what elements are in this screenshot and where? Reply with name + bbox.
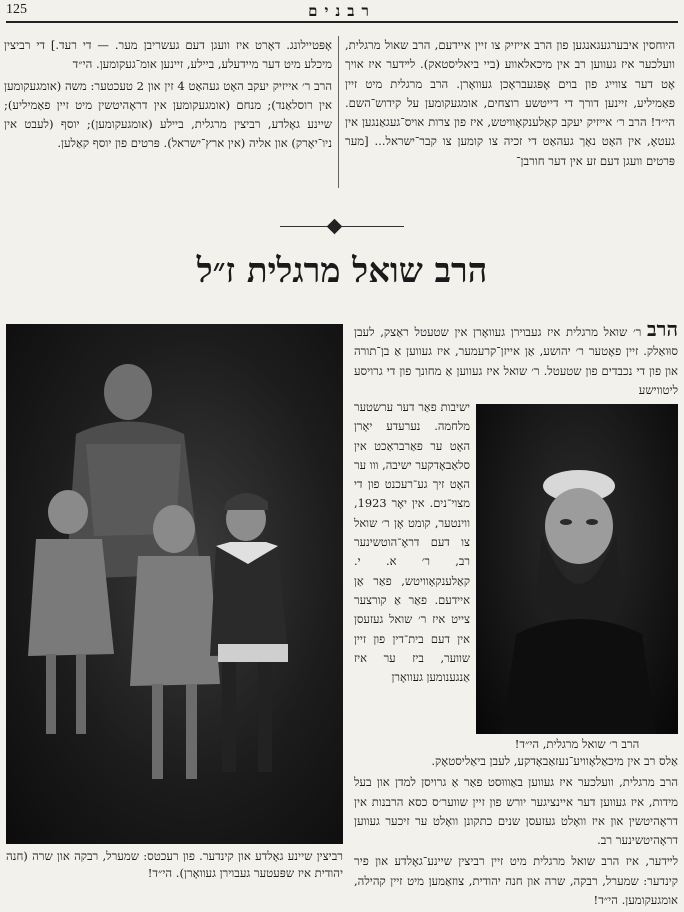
article-narrow-column: ישיבות פאַר דער ערשטער מלחמה. נערעדע יאָרן האָט ער פאַרבראַכט אין סלאַבאָדקער ישיבה, ווו ער האָט זיך גע־רעכנט פון די מצוי־נים. אין יאָר 1923, ווינטער, קומט אָן ר׳ שואל צו דעם דראָ־הוטשינער רב, ר׳ א. י. קאַלענקאָוויטש, פאַר אַן איידעם. פאַר אַ קורצער צייט איז ר׳ שואל געזעסן אין דעם בית־דין פון זיין שווער, ביז ער איז אַנגענומען געוואָרן	[354, 400, 470, 685]
rabbi-portrait-image	[476, 404, 678, 734]
ornament-line-right	[340, 226, 404, 227]
header-rule	[6, 21, 678, 23]
column-divider	[338, 36, 339, 188]
running-head: רבנים	[308, 2, 376, 20]
section-title: הרב שואל מרגלית ז״ל	[196, 251, 488, 291]
article-opening-text: ר׳ שואל מרגלית איז געבוירן געוואָרן אין שטעטל ראַצק, לעבן סוּואַלק. זיין פאָטער ר׳ יהושע, אַן אייזן־קרעמער, איז געווען אַ בן־תורה און פון די נכבדים פון שטעטל. ר׳ שואל איז געווען אַ מחונך פון די גרויסע ליטווישע	[354, 325, 678, 397]
family-photo-caption: רביצין שיינע גאָלדע און קינדער. פון רעכטס: שמערל, רבקה און שרה (חנה יהודית איז שפּעטער געבוירן געוואָרן). הי״ד!	[6, 849, 343, 880]
lead-word: הרב	[647, 317, 679, 341]
ornament-line-left	[280, 226, 330, 227]
top-left-column	[4, 36, 332, 156]
article-opening	[354, 317, 679, 400]
top-right-column: היוחסין איבערגעגאנגען פון הרב אייזיק צו זיין איידעם, הרב שאול מרגלית, וועלכער איז געווען רב אין מיכאלאווע (ביי ביאליסטאק). לײדער איז אויך אָט דער צווייג פון בוים אָפּגעבראָכן געוואָרן. הרב מרגלית מיט זיין פאַמיליע, זיינען דורך די דייטשע רוצחים, אומגעקומען על קידוש־השם. הי״ד! הרב ר׳ אייזיק יעקב קאַלענקאָוויטש, איז פון צרות אויס־געגאַנגען אין געטאָ, אין האָט נאָך געהאַט די זכיה צו קומען צו קבר־ישראל... [מער פּרטים וועגן דעם זע אין דער חורבן־	[345, 38, 675, 168]
family-photo	[6, 324, 343, 844]
top-left-paragraph-1: אָפּטיילונג. דאָרט איז וועגן דעם געשריבן מער. — די רעד.] די רביצין מיכלע מיט דער מיידעלע, ביילע, זיינען אומ־געקומען. הי״ד	[4, 38, 332, 72]
article-paragraph-1: אַלס רב אין מיכאַלאָוויע־נעזאַבאָדקע, לעבן ביאַליסטאָק.	[431, 754, 678, 768]
article-continuation	[354, 752, 678, 912]
rabbi-portrait-photo	[476, 404, 678, 734]
article-paragraph-3: לײדער, איז הרב שואל מרגלית מיט זיין רביצין שיינע־גאָלדע און פיר קינדער: שמערל, רבקה, שרה און חנה יהודית, צוזאַמען מיט זיין קהילה, אומגעקומען. הי״ד!	[354, 854, 678, 908]
family-photo-image	[6, 324, 343, 844]
rabbi-portrait-caption: הרב ר׳ שואל מרגלית, הי״ד!	[514, 737, 640, 751]
page-number: 125	[6, 2, 27, 17]
article-paragraph-2: הרב מרגלית, וועלכער איז געווען באַוווּסט פאַר אַ גרויסן למדן און בעל מידות, איז געווען דער איינציגער יורש פון זיין שווער׳ס כסא הרבנות אין דראָהיטשין און איז וואָלט געזעסן שנים כתקונן וואָלט ער זיכער געווען דראָהיטשינער רב.	[354, 775, 678, 848]
top-left-paragraph-2: הרב ר׳ אייזיק יעקב האָט געהאַט 4 זין און 2 טעכטער: משה (אומגעקומען אין רוסלאַנד); מנחם (אומגעקומען אין דראָהיטשין מיט זיין פאַמיליע); שיינע גאָלדע, רביצין מרגלית, ביילע (אומגעקומען); יוסף (לעבט אין ניו־יאָרק) און אליה (אין ארץ־ישראל). פּרטים פון יוסף קאַלען.	[4, 78, 332, 151]
